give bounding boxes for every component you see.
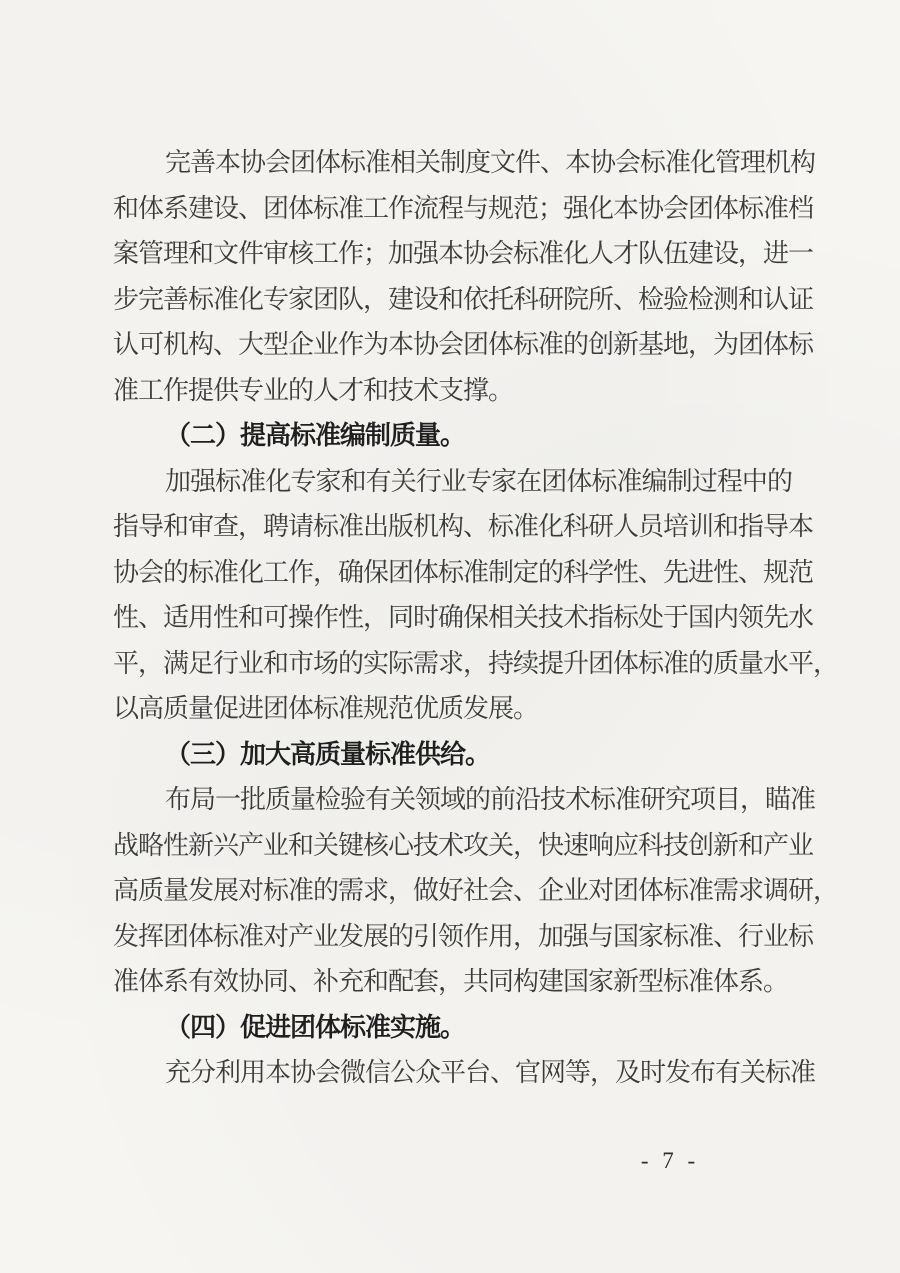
paragraph-line: 性、适用性和可操作性，同时确保相关技术指标处于国内领先水 [113,603,814,632]
paragraph-line: 案管理和文件审核工作；加强本协会标准化人才队伍建设，进一 [113,239,814,268]
paragraph-line: 高质量发展对标准的需求，做好社会、企业对团体标准需求调研， [113,876,839,905]
paragraph-line: 加强标准化专家和有关行业专家在团体标准编制过程中的 [165,466,792,496]
paragraph-line: 协会的标准化工作，确保团体标准制定的科学性、先进性、规范 [113,557,814,587]
paragraph-line: 步完善标准化专家团队，建设和依托科研院所、检验检测和认证 [113,284,814,314]
paragraph-line: 平，满足行业和市场的实际需求，持续提升团体标准的质量水平， [113,648,839,678]
paragraph-line: 准工作提供专业的人才和技术支撑。 [113,375,514,405]
document-text-block [113,140,839,1096]
section-heading-4: （四）促进团体标准实施。 [165,1012,466,1042]
paragraph-line: 布局一批质量检验有关领域的前沿技术标准研究项目，瞄准 [165,785,816,814]
paragraph-line: 完善本协会团体标准相关制度文件、本协会标准化管理机构 [165,148,816,177]
paragraph-line: 准体系有效协同、补充和配套，共同构建国家新型标准体系。 [113,967,789,996]
section-heading-2: （二）提高标准编制质量。 [165,421,466,450]
paragraph-line: 充分利用本协会微信公众平台、官网等，及时发布有关标准 [165,1058,816,1087]
paragraph-line: 战略性新兴产业和关键核心技术攻关，快速响应科技创新和产业 [113,830,814,860]
paragraph-line: 和体系建设、团体标准工作流程与规范；强化本协会团体标准档 [113,193,814,223]
paragraph-line: 发挥团体标准对产业发展的引领作用，加强与国家标准、行业标 [113,921,814,951]
page-number: - 7 - [640,1148,700,1173]
paragraph-line: 以高质量促进团体标准规范优质发展。 [113,694,539,723]
paragraph-line: 认可机构、大型企业作为本协会团体标准的创新基地，为团体标 [113,330,814,359]
section-heading-3: （三）加大高质量标准供给。 [165,739,491,769]
paragraph-line: 指导和审查，聘请标准出版机构、标准化科研人员培训和指导本 [113,512,814,541]
